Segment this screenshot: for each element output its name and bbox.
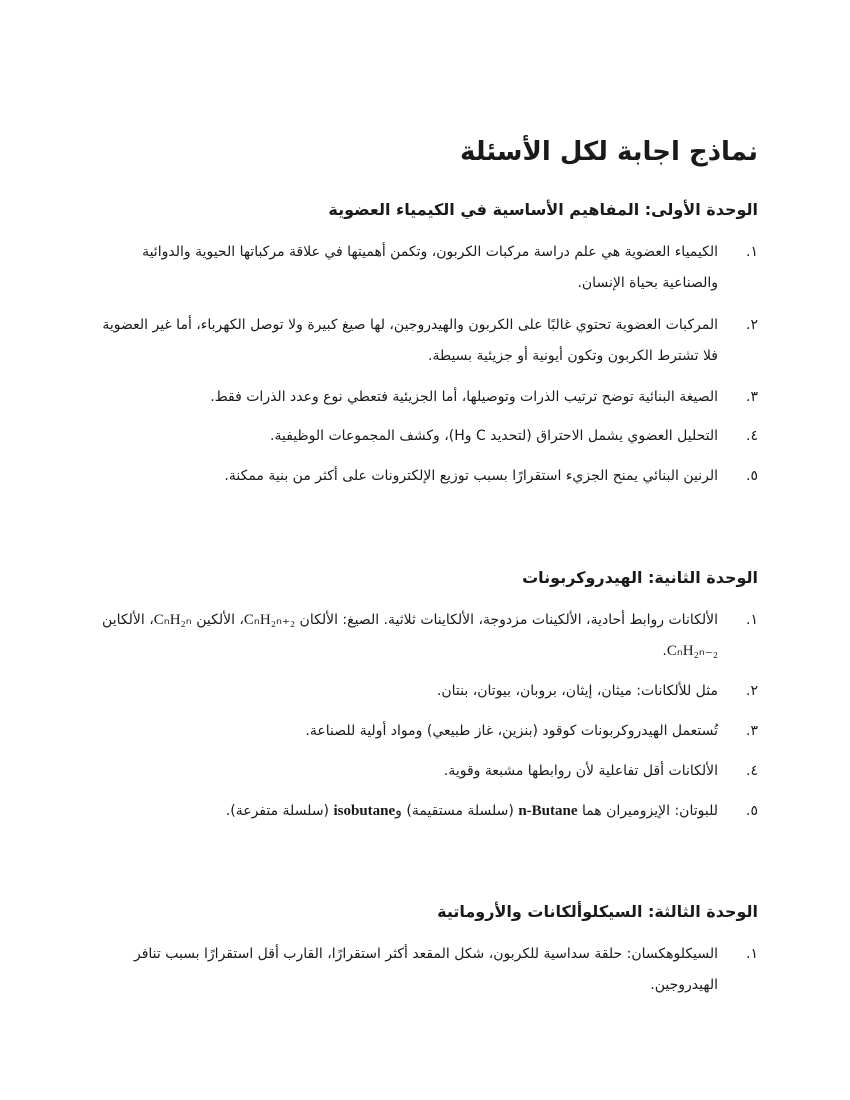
item-text: الكيمياء العضوية هي علم دراسة مركبات الكربون، وتكمن أهميتها في علاقة مركباتها الحيوية والدوائية والصناعية بحياة الإنسان. — [142, 244, 718, 291]
alkene-formula: CₙH₂ₙ — [153, 612, 192, 628]
unit-1-item-2 — [98, 310, 758, 372]
item-text: تُستعمل الهيدروكربونات كوقود (بنزين، غاز طبيعي) ومواد أولية للصناعة. — [305, 723, 718, 739]
unit-3-item-1 — [98, 939, 758, 1001]
unit-2-item-5 — [98, 796, 758, 827]
unit-1-item-1 — [98, 237, 758, 299]
unit-1-item-5 — [98, 461, 758, 492]
item-text: الرنين البنائي يمنح الجزيء استقرارًا بسبب توزيع الإلكترونات على أكثر من بنية ممكنة. — [224, 468, 718, 484]
page-title: نماذج اجابة لكل الأسئلة — [459, 137, 758, 167]
n-butane-label: n-Butane — [518, 803, 578, 819]
item-text: الألكانات روابط أحادية، الألكينات مزدوجة، الألكاينات ثلاثية. الصيغ: الألكان CₙH₂ₙ₊₂، الألكين CₙH₂ₙ، الألكاين CₙH₂ₙ₋₂. — [102, 612, 718, 659]
isobutane-label: isobutane — [333, 803, 396, 819]
item-text: للبوتان: الإيزوميران هما n-Butane (سلسلة مستقيمة) وisobutane (سلسلة متفرعة). — [225, 803, 718, 819]
item-number: ١. — [746, 612, 758, 628]
item-number: ١. — [746, 946, 758, 962]
unit-3-heading: الوحدة الثالثة: السيكلوألكانات والأروماتية — [437, 902, 758, 921]
item-text: مثل للألكانات: ميثان، إيثان، بروبان، بيوتان، بنتان. — [436, 683, 718, 699]
item-text: الألكانات أقل تفاعلية لأن روابطها مشبعة وقوية. — [443, 763, 718, 779]
item-number: ٤. — [746, 428, 758, 444]
unit-2-item-4 — [98, 756, 758, 787]
unit-1-item-3 — [98, 382, 758, 413]
item-number: ٤. — [746, 763, 758, 779]
item-number: ٢. — [746, 683, 758, 699]
item-number: ١. — [746, 244, 758, 260]
unit-2-item-3 — [98, 716, 758, 747]
item-number: ٥. — [746, 803, 758, 819]
unit-1-heading: الوحدة الأولى: المفاهيم الأساسية في الكيمياء العضوية — [328, 200, 758, 219]
item-text: الصيغة البنائية توضح ترتيب الذرات وتوصيلها، أما الجزيئية فتعطي نوع وعدد الذرات فقط. — [210, 389, 718, 405]
item-number: ٢. — [746, 317, 758, 333]
unit-1-item-4 — [98, 421, 758, 452]
item-number: ٣. — [746, 389, 758, 405]
unit-2-item-1 — [98, 605, 758, 667]
item-number: ٣. — [746, 723, 758, 739]
item-number: ٥. — [746, 468, 758, 484]
item-text: المركبات العضوية تحتوي غالبًا على الكربون والهيدروجين، لها صيغ كبيرة ولا توصل الكهرباء، أما غير العضوية فلا تشترط الكربون وتكون أيونية أو جزيئية بسيطة. — [102, 317, 718, 364]
item-text: التحليل العضوي يشمل الاحتراق (لتحديد C وH)، وكشف المجموعات الوظيفية. — [270, 428, 718, 444]
alkyne-formula: CₙH₂ₙ₋₂ — [666, 643, 718, 659]
unit-2-item-2 — [98, 676, 758, 707]
alkane-formula: CₙH₂ₙ₊₂ — [243, 612, 296, 628]
unit-2-heading: الوحدة الثانية: الهيدروكربونات — [522, 568, 758, 587]
item-text: السيكلوهكسان: حلقة سداسية للكربون، شكل المقعد أكثر استقرارًا، القارب أقل استقرارًا بسبب تنافر الهيدروجين. — [133, 946, 718, 993]
